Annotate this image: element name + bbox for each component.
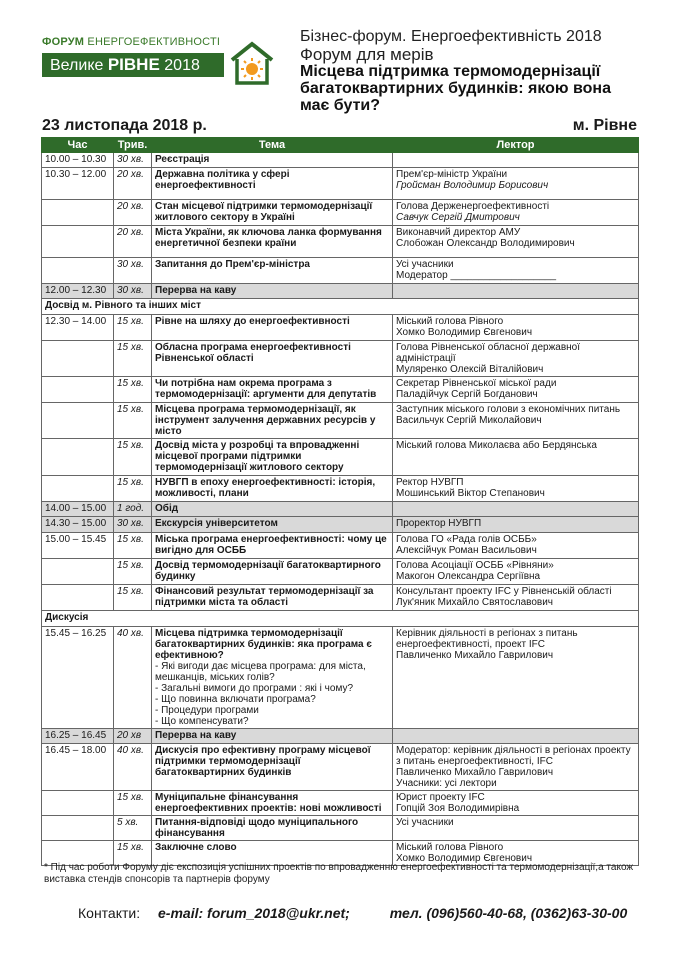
table-row (42, 517, 639, 533)
lecturer-role: Голова ГО «Рада голів ОСББ» Алексійчук Роман Васильович (396, 534, 537, 556)
time-cell (42, 341, 114, 377)
contacts-line (78, 905, 627, 921)
table-row (42, 168, 639, 200)
topic-text: Стан місцевої підтримки термомодернізації житлового сектору в Україні (155, 201, 373, 223)
topic-cell (152, 476, 393, 502)
time-cell (42, 200, 114, 226)
time-cell (42, 439, 114, 476)
lecturer-cell (393, 258, 639, 284)
duration-cell: 15 хв. (114, 533, 152, 559)
duration-cell: 15 хв. (114, 315, 152, 341)
duration-cell: 1 год. (114, 502, 152, 517)
topic-cell (152, 627, 393, 729)
topic-text: Досвід термомодернізації багатоквартирного будинку (155, 560, 381, 582)
topic-cell (152, 153, 393, 168)
duration-cell: 5 хв. (114, 816, 152, 841)
table-row (42, 153, 639, 168)
lecturer-role: Голова Держенергоефективності (396, 201, 550, 212)
logo-forum-text: ФОРУМ ЕНЕРГОЕФЕКТИВНОСТІ (42, 36, 221, 48)
table-row (42, 284, 639, 299)
time-cell: 10.30 – 12.00 (42, 168, 114, 200)
time-cell: 16.45 – 18.00 (42, 744, 114, 791)
topic-text: Рівне на шляху до енергоефективності (155, 316, 350, 327)
time-cell: 16.25 – 16.45 (42, 729, 114, 744)
table-row (42, 791, 639, 816)
lecturer-cell (393, 517, 639, 533)
forum-logo (42, 36, 282, 90)
column-header-time: Час (42, 138, 114, 153)
topic-cell (152, 258, 393, 284)
table-row (42, 315, 639, 341)
lecturer-role: Голова Рівненської обласної державної адміністрації Муляренко Олексій Віталійович (396, 342, 581, 375)
lecturer-cell (393, 226, 639, 258)
table-row (42, 627, 639, 729)
duration-cell: 20 хв. (114, 168, 152, 200)
table-row (42, 403, 639, 439)
duration-cell: 20 хв (114, 729, 152, 744)
lecturer-role: Секретар Рівненської міської ради Паладійчук Сергій Богданович (396, 378, 557, 400)
topic-cell (152, 816, 393, 841)
duration-cell: 15 хв. (114, 476, 152, 502)
contacts-label: Контакти: (78, 905, 141, 921)
duration-cell: 15 хв. (114, 377, 152, 403)
topic-text: Муніципальне фінансування енергоефективних проектів: нові можливості (155, 792, 382, 814)
lecturer-role: Проректор НУВГП (396, 518, 482, 529)
lecturer-role: Виконавчий директор АМУ Слобожан Олександр Володимирович (396, 227, 575, 249)
time-cell: 14.00 – 15.00 (42, 502, 114, 517)
table-row (42, 502, 639, 517)
topic-text: Чи потрібна нам окрема програма з термомодернізації: аргументи для депутатів (155, 378, 377, 400)
lecturer-cell (393, 585, 639, 611)
topic-cell (152, 377, 393, 403)
lecturer-cell (393, 284, 639, 299)
duration-cell: 15 хв. (114, 439, 152, 476)
duration-cell: 30 хв. (114, 284, 152, 299)
lecturer-role: Консультант проекту IFC у Рівненській області Лук'яник Михайло Святославович (396, 586, 612, 608)
column-header-duration: Трив. (114, 138, 152, 153)
topic-text: НУВГП в епоху енергоефективності: історія, можливості, плани (155, 477, 376, 499)
section-row (42, 611, 639, 627)
lecturer-cell (393, 816, 639, 841)
topic-text: Перерва на каву (155, 285, 237, 296)
topic-text: Державна політика у сфері енергоефективності (155, 169, 290, 191)
logo-city-banner: Велике РІВНЕ 2018 (42, 53, 224, 77)
lecturer-role: Голова Асоціації ОСББ «Рівняни» Макогон Олександра Сергіївна (396, 560, 554, 582)
time-cell (42, 559, 114, 585)
lecturer-role: Міський голова Рівного Хомко Володимир Євгенович (396, 842, 533, 864)
time-cell: 15.00 – 15.45 (42, 533, 114, 559)
schedule-body (42, 153, 639, 866)
time-cell (42, 791, 114, 816)
lecturer-role: Модератор: керівник діяльності в регіонах проекту з питань енергоефективності, IFC Павличенко Михайло Гаврилович Учасники: усі лектори (396, 745, 631, 789)
topic-text: Перерва на каву (155, 730, 237, 741)
lecturer-role: Заступник міського голови з економічних питань Васильчук Сергій Миколайович (396, 404, 621, 426)
topic-cell (152, 403, 393, 439)
event-place: м. Рівне (572, 117, 637, 134)
table-header-row (42, 138, 639, 153)
topic-cell (152, 284, 393, 299)
table-row (42, 258, 639, 284)
lecturer-cell (393, 476, 639, 502)
duration-cell: 15 хв. (114, 791, 152, 816)
duration-cell: 40 хв. (114, 744, 152, 791)
duration-cell: 15 хв. (114, 841, 152, 866)
lecturer-cell (393, 315, 639, 341)
table-row (42, 585, 639, 611)
schedule-table (41, 137, 639, 866)
topic-text: Заключне слово (155, 842, 237, 853)
topic-cell (152, 791, 393, 816)
lecturer-role: Усі учасники (396, 817, 454, 828)
duration-cell: 15 хв. (114, 559, 152, 585)
topic-text: Дискусія про ефективну програму місцевої підтримки термомодернізації багатоквартирних будинків (155, 745, 371, 778)
duration-cell: 30 хв. (114, 517, 152, 533)
duration-cell: 15 хв. (114, 341, 152, 377)
topic-text: Міста України, як ключова ланка формування енергетичної безпеки країни (155, 227, 382, 249)
table-row (42, 744, 639, 791)
time-cell (42, 816, 114, 841)
topic-cell (152, 559, 393, 585)
topic-text: Місцева програма термомодернізації, як інструмент залучення державних ресурсів у місто (155, 404, 376, 437)
lecturer-cell (393, 627, 639, 729)
table-row (42, 439, 639, 476)
topic-text: Реєстрація (155, 154, 210, 165)
topic-text: Обід (155, 503, 179, 514)
time-cell: 10.00 – 10.30 (42, 153, 114, 168)
table-row (42, 729, 639, 744)
time-cell (42, 585, 114, 611)
topic-cell (152, 439, 393, 476)
lecturer-role: Міський голова Миколаєва або Бердянська (396, 440, 597, 451)
table-row (42, 816, 639, 841)
event-title: Місцева підтримка термомодернізації багатоквартирних будинків: якою вона має бути? (300, 63, 611, 114)
time-cell (42, 403, 114, 439)
duration-cell: 20 хв. (114, 200, 152, 226)
topic-text: Екскурсія університетом (155, 518, 278, 529)
lecturer-cell (393, 791, 639, 816)
topic-cell (152, 341, 393, 377)
lecturer-cell (393, 729, 639, 744)
duration-cell: 15 хв. (114, 585, 152, 611)
topic-cell (152, 502, 393, 517)
lecturer-cell (393, 744, 639, 791)
topic-text: Питання-відповіді щодо муніципального фінансування (155, 817, 359, 839)
time-cell: 12.30 – 14.00 (42, 315, 114, 341)
time-cell: 14.30 – 15.00 (42, 517, 114, 533)
column-header-lecturer: Лектор (393, 138, 639, 153)
lecturer-cell (393, 153, 639, 168)
lecturer-cell (393, 377, 639, 403)
time-cell (42, 226, 114, 258)
house-sun-icon (228, 40, 276, 86)
lecturer-cell (393, 439, 639, 476)
event-name: Бізнес-форум. Енергоефективність 2018 (300, 28, 602, 45)
time-cell: 12.00 – 12.30 (42, 284, 114, 299)
lecturer-role: Прем'єр-міністр України (396, 169, 508, 180)
section-title: Дискусія (42, 611, 639, 627)
event-subtitle: Форум для мерів (300, 45, 434, 64)
duration-cell: 20 хв. (114, 226, 152, 258)
lecturer-role: Ректор НУВГП Мошинський Віктор Степанович (396, 477, 545, 499)
topic-cell (152, 168, 393, 200)
topic-cell (152, 533, 393, 559)
lecturer-cell (393, 200, 639, 226)
topic-text: Запитання до Прем'єр-міністра (155, 259, 310, 270)
lecturer-cell (393, 341, 639, 377)
topic-text: Місцева підтримка термомодернізації багатоквартирних будинків: яка програма є ефективною? (155, 628, 372, 661)
lecturer-cell (393, 533, 639, 559)
footnote: * Під час роботи Форуму діє експозиція успішних проектів по впровадженню енергоефективності та термомодернізації,а також виставка стендів спонсорів та партнерів форуму (44, 862, 634, 885)
table-row (42, 226, 639, 258)
lecturer-role: Юрист проекту IFC Гопцій Зоя Володимирівна (396, 792, 520, 814)
event-date: 23 листопада 2018 р. (42, 117, 207, 134)
topic-cell (152, 744, 393, 791)
contacts-phone: тел. (096)560-40-68, (0362)63-30-00 (389, 905, 628, 921)
duration-cell: 30 хв. (114, 258, 152, 284)
lecturer-role: Міський голова Рівного Хомко Володимир Євгенович (396, 316, 533, 338)
topic-text: Обласна програма енергоефективності Рівненської області (155, 342, 351, 364)
lecturer-cell (393, 168, 639, 200)
time-cell: 15.45 – 16.25 (42, 627, 114, 729)
section-row (42, 299, 639, 315)
lecturer-cell (393, 559, 639, 585)
lecturer-cell (393, 403, 639, 439)
time-cell (42, 377, 114, 403)
table-row (42, 341, 639, 377)
topic-text: Міська програма енергоефективності: чому це вигідно для ОСББ (155, 534, 387, 556)
time-cell (42, 258, 114, 284)
lecturer-name: Гройсман Володимир Борисович (396, 180, 549, 191)
duration-cell: 15 хв. (114, 403, 152, 439)
topic-cell (152, 517, 393, 533)
duration-cell: 40 хв. (114, 627, 152, 729)
time-cell (42, 476, 114, 502)
topic-cell (152, 585, 393, 611)
table-row (42, 533, 639, 559)
section-title: Досвід м. Рівного та інших міст (42, 299, 639, 315)
table-row (42, 377, 639, 403)
table-row (42, 476, 639, 502)
column-header-topic: Тема (152, 138, 393, 153)
topic-cell (152, 729, 393, 744)
topic-cell (152, 200, 393, 226)
duration-cell: 30 хв. (114, 153, 152, 168)
topic-cell (152, 315, 393, 341)
lecturer-role: Усі учасники Модератор ___________________ (396, 259, 557, 281)
topic-text: Фінансовий результат термомодернізації за підтримки міста та області (155, 586, 374, 608)
lecturer-name: Савчук Сергій Дмитрович (396, 212, 520, 223)
table-row (42, 200, 639, 226)
topic-text: Досвід міста у розробці та впровадженні місцевої програми підтримки термомодернізації житлового сектору (155, 440, 360, 473)
table-row (42, 559, 639, 585)
topic-subitems: - Які вигоди дає місцева програма: для міста, мешканців, міських голів? - Загальні вимоги до програми : які і чому? - Що повинна включати програма? - Процедури програми - Що компенсувати? (155, 661, 366, 727)
contacts-email: e-mail: forum_2018@ukr.net; (158, 905, 350, 921)
lecturer-cell (393, 502, 639, 517)
topic-cell (152, 226, 393, 258)
lecturer-role: Керівник діяльності в регіонах з питань енергоефективності, проект IFC Павличенко Михайло Гаврилович (396, 628, 578, 661)
